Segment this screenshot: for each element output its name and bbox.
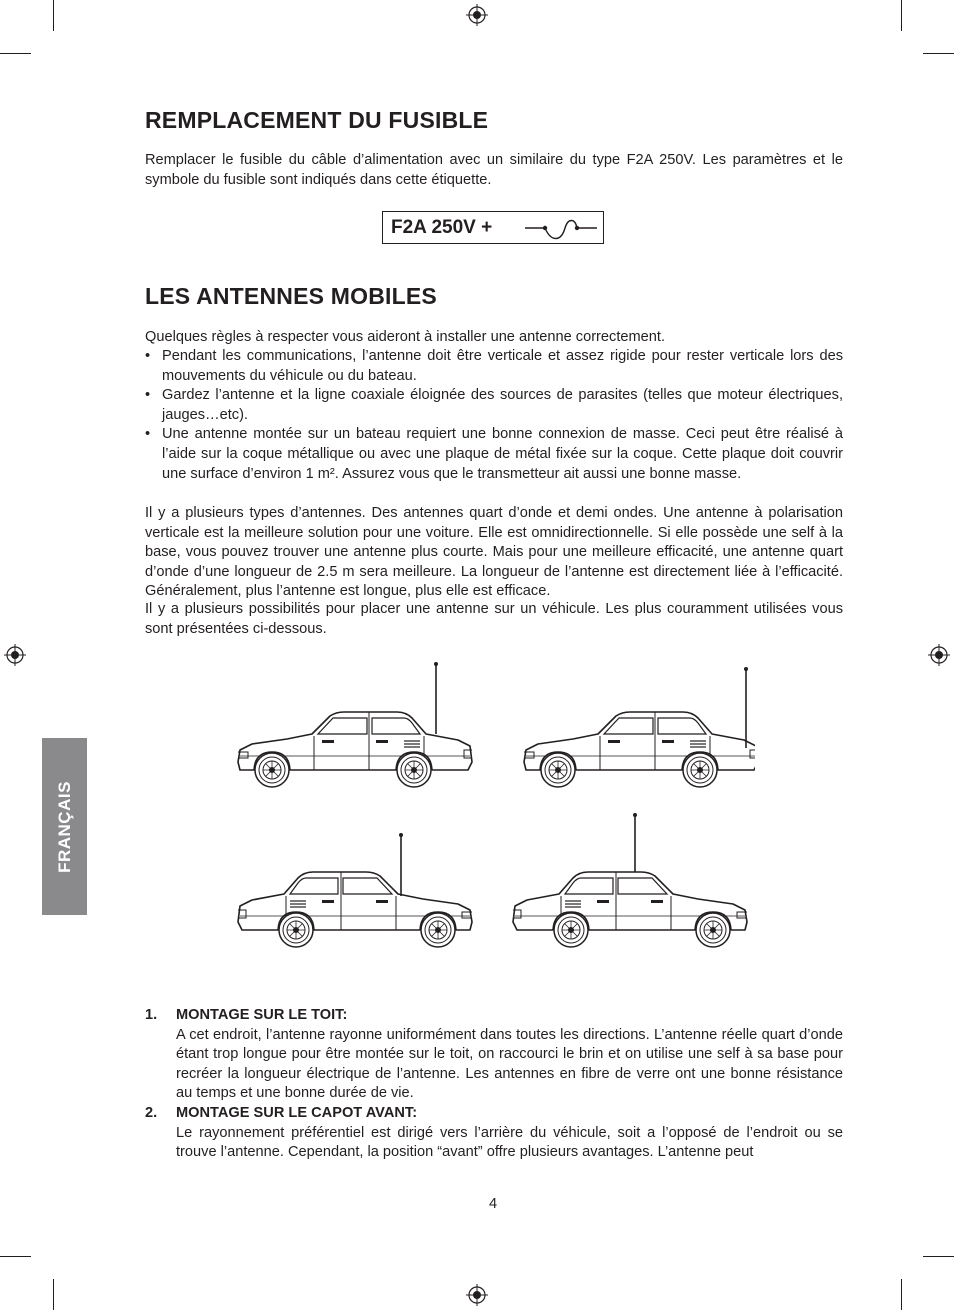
crop-mark	[923, 1256, 954, 1257]
antenna-positions-illustration	[230, 660, 755, 972]
list-item	[145, 1006, 843, 1104]
antenna-placement-paragraph: Il y a plusieurs possibilités pour placer une antenne sur un véhicule. Les plus couramment utilisées vous sont présentées ci-dessous.	[145, 601, 843, 637]
list-item: • Une antenne montée sur un bateau requiert une bonne connexion de masse. Ceci peut être réalisé à l’aide sur la coque métallique ou avec une plaque de métal fixée sur la coque. Cette plaque doit couvrir une surface d’environ 1 m². Assurez vous que le transmetteur ait aussi une bonne masse.	[145, 426, 843, 482]
registration-mark-icon	[4, 644, 26, 666]
item-text: Le rayonnement préférentiel est dirigé vers l’arrière du véhicule, soit a l’opposé de l’endroit ou se trouve l’antenne. Cependant, la position “avant” offre plusieurs avantages. L’antenne peut	[176, 1124, 843, 1161]
crop-mark	[0, 1256, 31, 1257]
fuse-label-box	[382, 211, 604, 244]
fuse-symbol-icon	[523, 216, 597, 240]
crop-mark	[0, 53, 31, 54]
page-number: 4	[488, 1196, 498, 1212]
language-tab-label: FRANÇAIS	[54, 780, 74, 873]
antenna-rules-list	[145, 347, 843, 484]
fuse-paragraph: Remplacer le fusible du câble d’alimentation avec un similaire du type F2A 250V. Les paramètres et le symbole du fusible sont indiqués dans cette étiquette.	[145, 152, 843, 188]
registration-mark-icon	[466, 4, 488, 26]
list-item	[145, 1104, 843, 1163]
item-number: 1.	[145, 1007, 158, 1023]
registration-mark-icon	[466, 1284, 488, 1306]
list-item: • Pendant les communications, l’antenne doit être verticale et assez rigide pour rester verticale lors des mouvements du véhicule ou du bateau.	[145, 348, 843, 384]
car-front-antenna	[238, 833, 472, 947]
language-tab	[42, 738, 87, 915]
crop-mark	[53, 1279, 54, 1310]
registration-mark-icon	[928, 644, 950, 666]
crop-mark	[923, 53, 954, 54]
crop-mark	[901, 1279, 902, 1310]
car-bumper-antenna	[524, 667, 755, 787]
antenna-types-paragraph: Il y a plusieurs types d’antennes. Des antennes quart d’onde et demi ondes. Une antenne à polarisation verticale est la meilleure solution pour une voiture. Elle est omnidirectionnelle. Si elle possède une self à la base, vous pouvez trouver une antenne plus courte. Mais pour une meilleure efficacité, une antenne quart d’onde d’une longueur de 2.5 m sera meilleure. La longueur de l’antenne est directement liée à l’efficacité. Généralement, plus l’antenne est longue, plus elle est efficace.	[145, 505, 843, 600]
antennas-intro: Quelques règles à respecter vous aideront à installer une antenne correctement.	[145, 329, 666, 345]
list-item: • Gardez l’antenne et la ligne coaxiale éloignée des sources de parasites (telles que moteur électriques, jauges…etc).	[145, 387, 843, 423]
item-title: MONTAGE SUR LE CAPOT AVANT:	[176, 1104, 418, 1121]
item-title: MONTAGE SUR LE TOIT:	[176, 1007, 348, 1023]
crop-mark	[901, 0, 902, 31]
crop-mark	[53, 0, 54, 31]
section-title-fuse: REMPLACEMENT DU FUSIBLE	[145, 107, 489, 133]
item-text: A cet endroit, l’antenne rayonne uniformément dans toutes les directions. L’antenne réelle quart d’onde étant trop longue pour être montée sur le toit, on raccourci le brin et on utilise une self à sa base pour recréer la longueur électrique de l’antenne. Les antennes en fibre de verre ont une bonne résistance au temps et une bonne durée de vie.	[176, 1026, 843, 1102]
car-rear-antenna	[238, 662, 472, 787]
fuse-rating: F2A 250V +	[391, 217, 493, 238]
car-roof-antenna	[513, 813, 747, 947]
item-number: 2.	[145, 1104, 158, 1121]
section-title-antennas: LES ANTENNES MOBILES	[145, 283, 437, 309]
mounting-list	[145, 1006, 843, 1163]
